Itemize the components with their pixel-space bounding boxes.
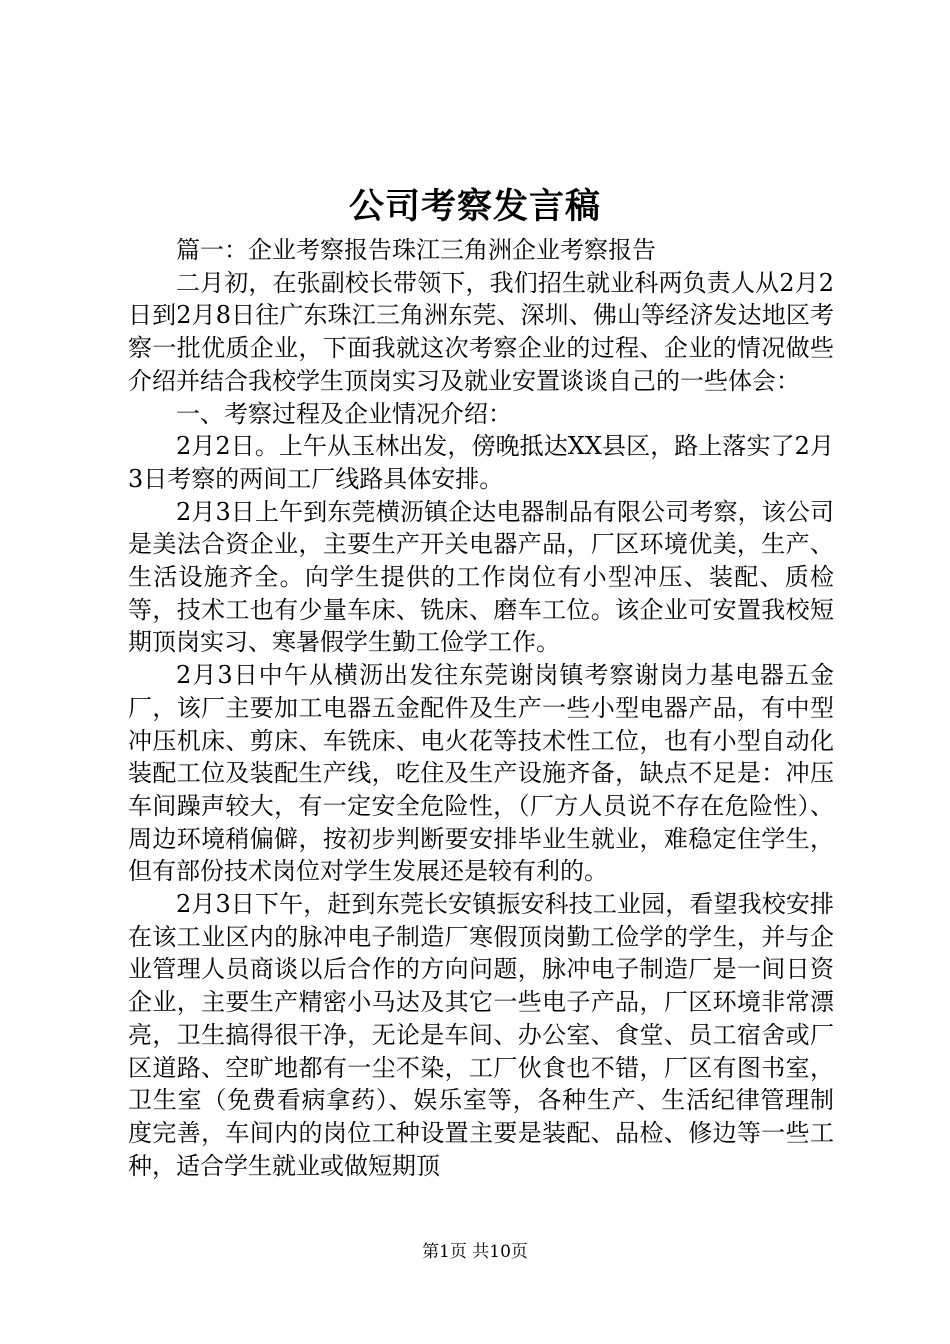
document-body [128, 234, 834, 1182]
paragraph: 2月2日。上午从玉林出发，傍晚抵达XX县区，路上落实了2月3日考察的两间工厂线路具体安排。 [128, 432, 834, 493]
paragraph: 2月3日下午，赶到东莞长安镇振安科技工业园，看望我校安排在该工业区内的脉冲电子制造厂寒假顶岗勤工俭学的学生，并与企业管理人员商谈以后合作的方向问题，脉冲电子制造厂是一间日资企业，主要生产精密小马达及其它一些电子产品，厂区环境非常漂亮，卫生搞得很干净，无论是车间、办公室、食堂、员工宿舍或厂区道路、空旷地都有一尘不染，工厂伙食也不错，厂区有图书室，卫生室（免费看病拿药）、娱乐室等，各种生产、生活纪律管理制度完善，车间内的岗位工种设置主要是装配、品检、修边等一些工种，适合学生就业或做短期顶 [128, 890, 834, 1180]
paragraph: 二月初，在张副校长带领下，我们招生就业科两负责人从2月2日到2月8日往广东珠江三角洲东莞、深圳、佛山等经济发达地区考察一批优质企业，下面我就这次考察企业的过程、企业的情况做些介绍并结合我校学生顶岗实习及就业安置谈谈自己的一些体会： [128, 268, 834, 395]
paragraph: 一、考察过程及企业情况介绍： [176, 399, 512, 428]
document-title: 公司考察发言稿 [348, 186, 601, 227]
page-footer: 第1页 共10页 [422, 1242, 528, 1262]
paragraph: 篇一：企业考察报告珠江三角洲企业考察报告 [176, 236, 656, 264]
paragraph: 2月3日上午到东莞横沥镇企达电器制品有限公司考察，该公司是美法合资企业，主要生产开关电器产品，厂区环境优美，生产、生活设施齐全。向学生提供的工作岗位有小型冲压、装配、质检等，技术工也有少量车床、铣床、磨车工位。该企业可安置我校短期顶岗实习、寒暑假学生勤工俭学工作。 [128, 497, 834, 657]
paragraph: 2月3日中午从横沥出发往东莞谢岗镇考察谢岗力基电器五金厂，该厂主要加工电器五金配件及生产一些小型电器产品，有中型冲压机床、剪床、车铣床、电火花等技术性工位，也有小型自动化装配工位及装配生产线，吃住及生产设施齐备，缺点不足是：冲压车间躁声较大，有一定安全危险性，（厂方人员说不存在危险性）、周边环境稍偏僻，按初步判断要安排毕业生就业，难稳定住学生，但有部份技术岗位对学生发展还是较有利的。 [128, 661, 834, 886]
